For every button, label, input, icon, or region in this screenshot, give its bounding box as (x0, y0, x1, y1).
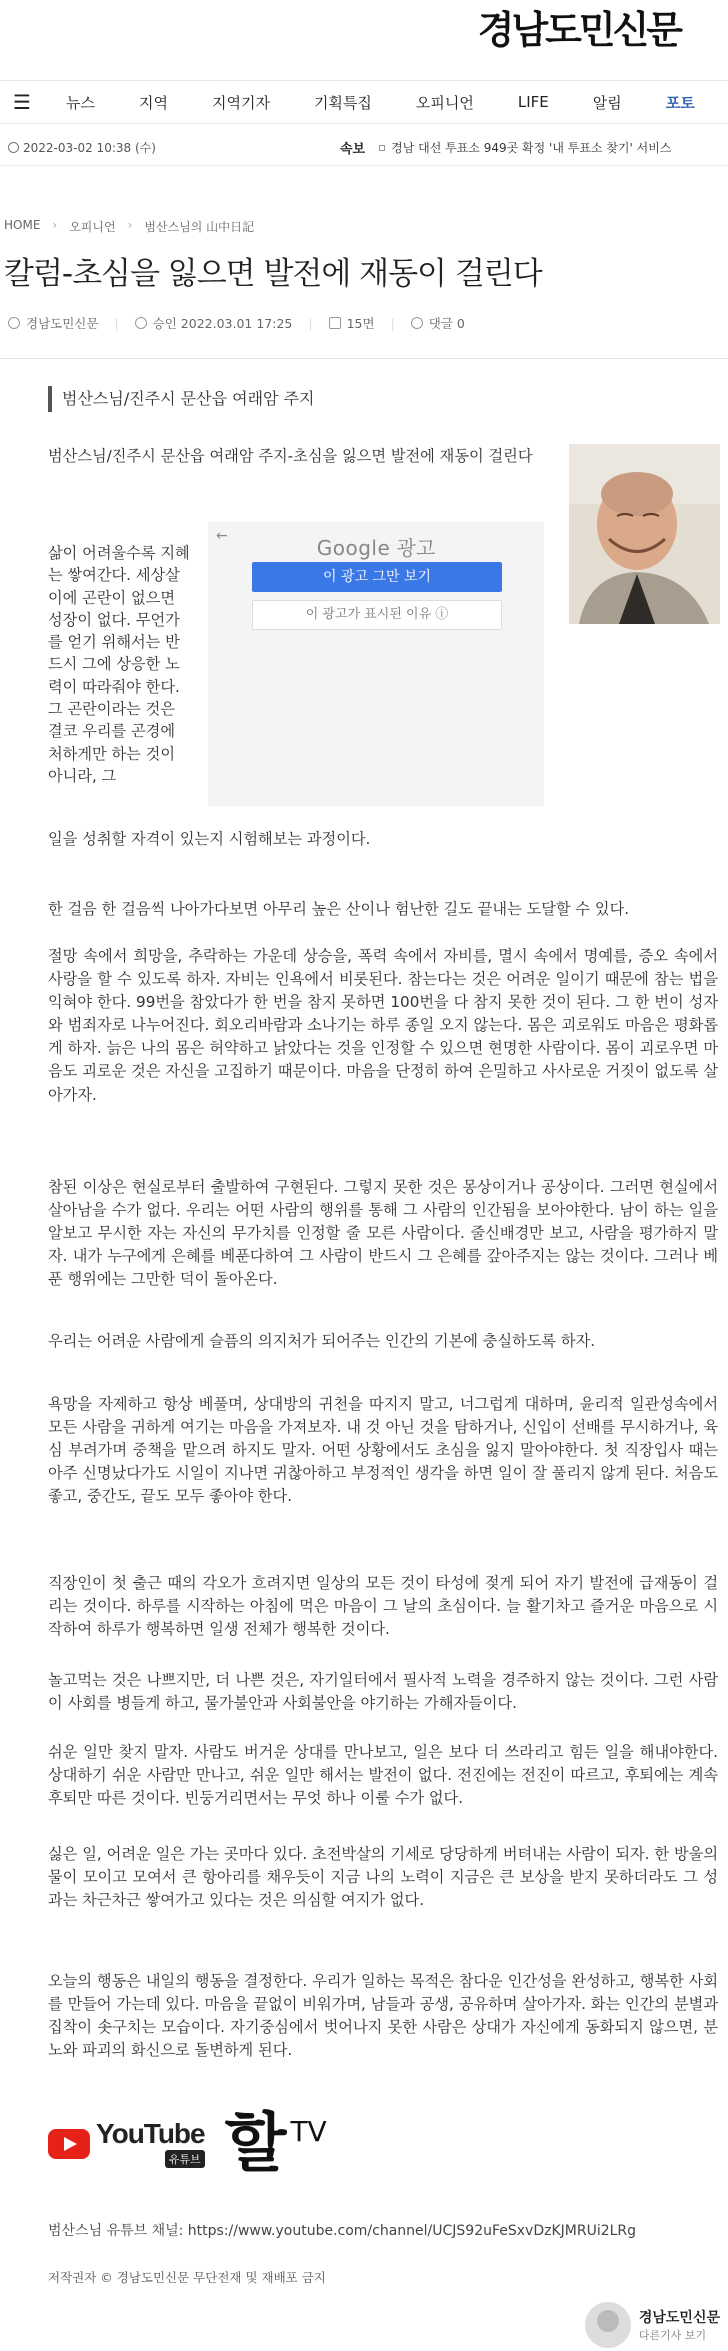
main-nav (0, 80, 728, 124)
news-ticker (0, 130, 728, 166)
site-logo-text: 경남도민신문 (477, 7, 680, 52)
nav-item-special[interactable]: 기획특집 (313, 93, 372, 112)
hal-tv-suffix: TV (290, 2115, 327, 2148)
nav-item-opinion[interactable]: 오피니언 (415, 93, 474, 112)
article-text-beside-ad: 삶이 어려울수록 지혜는 쌓여간다. 세상살이에 곤란이 없으면 성장이 없다. 무언가를 얻기 위해서는 반드시 그에 상응한 노력이 따라줘야 한다. 그 곤란이라는 것은 결코 우리를 곤경에 처하게만 하는 것이 아니라, 그 (48, 544, 190, 785)
google-ad (208, 522, 544, 806)
clock-icon (135, 317, 147, 329)
article-subhead: 범산스님/진주시 문산읍 여래암 주지 (48, 386, 315, 412)
article-meta: 경남도민신문 | 승인 2022.03.01 17:25 | 15면 | 댓글 0 (8, 314, 465, 332)
chevron-right-icon: › (52, 218, 58, 232)
monk-portrait-image (569, 444, 720, 624)
breadcrumb-opinion[interactable]: 오피니언 (69, 220, 116, 234)
breadcrumb (4, 218, 254, 235)
reporter-avatar (585, 2302, 631, 2348)
youtube-channel-link[interactable]: 범산스님 유튜브 채널: https://www.youtube.com/channel/UCJS92uFeSxvDzKJMRUi2LRg (48, 2223, 637, 2239)
youtube-banner[interactable] (48, 2106, 327, 2181)
ticker-date-text: 2022-03-02 10:38 (수) (23, 141, 156, 155)
hamburger-menu-icon[interactable]: ☰ (13, 90, 31, 114)
author: 경남도민신문 (8, 314, 98, 332)
nav-item-photo[interactable]: 포토 (665, 93, 695, 112)
page-number: 15면 (329, 314, 375, 332)
chevron-right-icon: › (127, 218, 133, 232)
header-divider (0, 358, 728, 359)
user-icon (8, 317, 20, 329)
paragraph: 욕망을 자제하고 항상 베풀며, 상대방의 귀천을 따지지 말고, 너그럽게 대하며, 윤리적 일관성속에서 모든 사람을 귀하게 여기는 마음을 가져보자. 내 것 아닌 것을 탐하거나, 신입이 선배를 무시하거나, 육심 부려가며 중책을 맡으려 하지도 말자. 어떤 상황에서도 초심을 잃지 말아야한다. 첫 직장입사 때는 아주 신명났다가도 시일이 지나면 귀찮아하고 부정적인 생각을 하면 일이 잘 풀리지 않게 된다. 처음도 좋고, 중간도, 끝도 모두 좋아야 한다. (48, 1395, 718, 1506)
breaking-headline[interactable] (379, 139, 671, 156)
youtube-sub-label: 유튜브 (165, 2150, 205, 2168)
nav-item-region-reporter[interactable]: 지역기자 (211, 93, 270, 112)
reporter-badge[interactable] (585, 2302, 720, 2348)
nav-item-life[interactable]: LIFE (517, 93, 549, 111)
youtube-play-icon (48, 2129, 90, 2159)
nav-item-region[interactable]: 지역 (138, 93, 168, 112)
reporter-name: 경남도민신문 (638, 2310, 720, 2326)
article-lead: 범산스님/진주시 문산읍 여래암 주지-초심을 잃으면 발전에 재동이 걸린다 (48, 447, 533, 465)
paragraph: 싫은 일, 어려운 일은 가는 곳마다 있다. 초전박살의 기세로 당당하게 버텨내는 사람이 되자. 한 방울의 물이 모이고 모여서 큰 항아리를 채우듯이 지금 나의 노력이 지금은 큰 보상을 받지 못하더라도 그 성과는 차근차근 쌓여가고 있다는 것은 의심할 여지가 없다. (48, 1845, 718, 1910)
back-arrow-icon[interactable]: ← (216, 528, 228, 544)
newspaper-icon (329, 317, 341, 329)
paragraph: 오늘의 행동은 내일의 행동을 결정한다. 우리가 일하는 목적은 참다운 인간성을 완성하고, 행복한 사회를 만들어 가는데 있다. 마음을 끝없이 비워가며, 남들과 공생, 공유하며 살아가자. 화는 인간의 분별과 집착이 솟구치는 모습이다. 자기중심에서 벗어나지 못한 사람은 상대가 자신에게 동화되지 않으면, 분노와 파괴의 화신으로 돌변하게 된다. (48, 1972, 718, 2060)
paragraph: 우리는 어려운 사람에게 슬픔의 의지처가 되어주는 인간의 기본에 충실하도록 하자. (48, 1332, 596, 1350)
breaking-headline-text: 경남 대선 투표소 949곳 확정 '내 투표소 찾기' 서비스 (391, 141, 672, 155)
comment-count[interactable]: 댓글 0 (411, 314, 465, 332)
breadcrumb-home[interactable]: HOME (4, 218, 41, 232)
stop-ad-button[interactable]: 이 광고 그만 보기 (252, 562, 502, 592)
breaking-label: 속보 (340, 142, 366, 157)
copyright-notice: 저작권자 © 경남도민신문 무단전재 및 재배포 금지 (48, 2270, 326, 2285)
hal-tv-mark: 할 (224, 2106, 287, 2181)
youtube-logo (48, 2120, 205, 2168)
author-photo (569, 444, 720, 624)
ticker-date (0, 139, 340, 156)
paragraph: 참된 이상은 현실로부터 출발하여 구현된다. 그렇지 못한 것은 몽상이거나 공상이다. 그러면 현실에서 살아남을 수가 없다. 우리는 어떤 사람의 행위를 통해 그 사람의 인간됨을 보아야한다. 남이 하는 일을 알보고 무시한 자는 자신의 무가치를 인정할 줄 모른 사람이다. 줄신배경만 보고, 사람을 평가하지 말자. 내가 누구에게 은혜를 베푼다하여 그 사람이 반드시 그 은혜를 갚아주지는 않는 것이다. 그러나 베푼 행위에는 그만한 덕이 돌아온다. (48, 1178, 718, 1289)
bullet-square-icon (379, 145, 385, 151)
paragraph: 한 걸음 한 걸음씩 나아가다보면 아무리 높은 산이나 험난한 길도 끝내는 도달할 수 있다. (48, 900, 630, 918)
paragraph: 직장인이 첫 출근 때의 각오가 흐려지면 일상의 모든 것이 타성에 젖게 되어 자기 발전에 급재동이 걸리는 것이다. 하루를 시작하는 아침에 먹은 마음이 그 날의 초심이다. 늘 활기차고 즐거운 마음으로 시작하여 하루가 행복하면 일생 전체가 행복한 것이다. (48, 1574, 718, 1639)
paragraph: 쉬운 일만 찾지 말자. 사람도 버거운 상대를 만나보고, 일은 보다 더 쓰라리고 힘든 일을 해내야한다. 상대하기 쉬운 사람만 만나고, 쉬운 일만 해서는 발전이 없다. 전진에는 전진이 따르고, 후퇴에는 계속 후퇴만 따른 것이다. 빈둥거리면서는 무엇 하나 이룰 수가 없다. (48, 1743, 718, 1808)
breadcrumb-column[interactable]: 범산스님의 山中日記 (144, 220, 255, 234)
paragraph: 절망 속에서 희망을, 추락하는 가운데 상승을, 폭력 속에서 자비를, 멸시 속에서 명예를, 증오 속에서 사랑을 할 수 있도록 하자. 자비는 인욕에서 비롯된다. 참는다는 것은 어려운 일이기 때문에 참는 법을 익혀야 한다. 99번을 참았다가 한 번을 참지 못하면 100번을 다 참지 못한 것이 된다. 그 한 번이 성자와 범죄자로 나누어진다. 회오리바람과 소나기는 하루 종일 오지 않는다. 몸은 괴로워도 마음은 평화롭게 하자. 늙은 나의 몸은 허약하고 낡았다는 것을 인정할 수 있으면 현명한 사람이다. 몸이 괴로우면 마음도 괴로운 것은 자신을 고집하기 때문이다. 마음을 단정히 하여 은밀하고 사사로운 거짓이 없도록 살아가자. (48, 947, 718, 1104)
clock-icon (8, 142, 19, 153)
approved-time: 승인 2022.03.01 17:25 (135, 314, 293, 332)
site-logo[interactable] (478, 0, 680, 52)
nav-item-notice[interactable]: 알림 (592, 93, 622, 112)
hal-tv-logo (224, 2106, 327, 2181)
more-articles-link[interactable]: 다른기사 보기 (638, 2329, 707, 2342)
nav-item-news[interactable]: 뉴스 (66, 93, 95, 112)
comment-icon (411, 317, 423, 329)
youtube-wordmark: YouTube (96, 2118, 205, 2149)
paragraph: 일을 성취할 자격이 있는지 시험해보는 과정이다. (48, 830, 371, 848)
paragraph: 놀고먹는 것은 나쁘지만, 더 나쁜 것은, 자기일터에서 필사적 노력을 경주하지 않는 것이다. 그런 사람이 사회를 병들게 하고, 물가불안과 사회불안을 야기하는 가해자들이다. (48, 1671, 718, 1713)
why-ad-button[interactable]: 이 광고가 표시된 이유 ⓘ (252, 600, 502, 630)
google-ad-label: Google 광고 (316, 536, 436, 560)
article-title: 칼럼-초심을 잃으면 발전에 재동이 걸린다 (4, 256, 542, 292)
